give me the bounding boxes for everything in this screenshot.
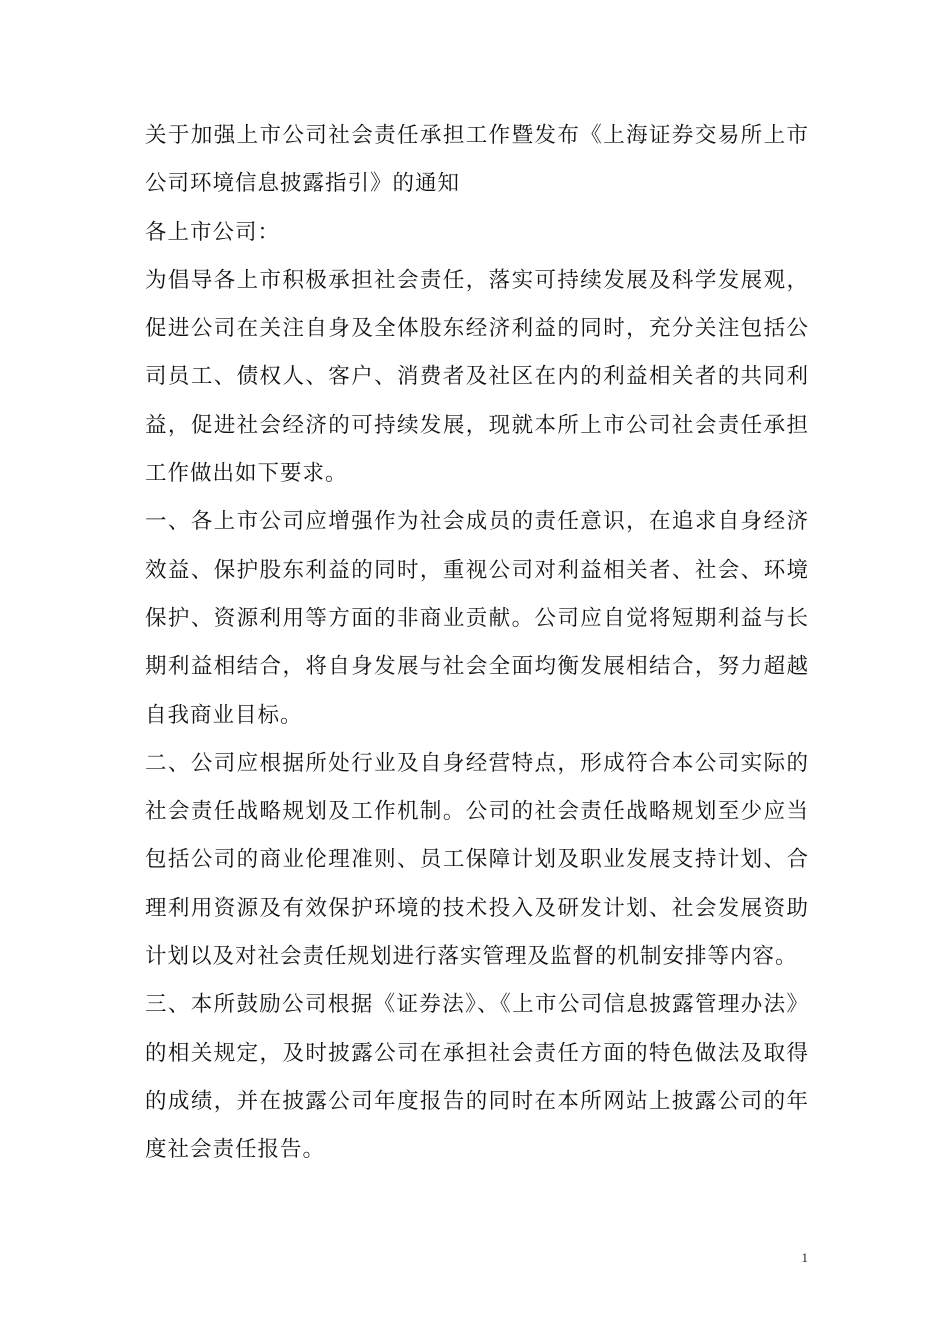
page-number: 1: [801, 1250, 808, 1265]
salutation: 各上市公司：: [145, 219, 281, 245]
document-title: 关于加强上市公司社会责任承担工作暨发布《上海证券交易所上市公司环境信息披露指引》的通知: [145, 123, 809, 197]
document-body: [145, 112, 809, 1175]
paragraph-intro: 为倡导各上市积极承担社会责任，落实可持续发展及科学发展观，促进公司在关注自身及全体股东经济利益的同时，充分关注包括公司员工、债权人、客户、消费者及社区在内的利益相关者的共同利益，促进社会经济的可持续发展，现就本所上市公司社会责任承担工作做出如下要求。: [145, 267, 809, 487]
paragraph-item-3: 三、本所鼓励公司根据《证券法》、《上市公司信息披露管理办法》的相关规定，及时披露公司在承担社会责任方面的特色做法及取得的成绩，并在披露公司年度报告的同时在本所网站上披露公司的年度社会责任报告。: [145, 992, 809, 1163]
paragraph-item-2: 二、公司应根据所处行业及自身经营特点，形成符合本公司实际的社会责任战略规划及工作机制。公司的社会责任战略规划至少应当包括公司的商业伦理准则、员工保障计划及职业发展支持计划、合理利用资源及有效保护环境的技术投入及研发计划、社会发展资助计划以及对社会责任规划进行落实管理及监督的机制安排等内容。: [145, 750, 809, 970]
paragraph-item-1: 一、各上市公司应增强作为社会成员的责任意识，在追求自身经济效益、保护股东利益的同时，重视公司对利益相关者、社会、环境保护、资源利用等方面的非商业贡献。公司应自觉将短期利益与长期利益相结合，将自身发展与社会全面均衡发展相结合，努力超越自我商业目标。: [145, 509, 809, 728]
